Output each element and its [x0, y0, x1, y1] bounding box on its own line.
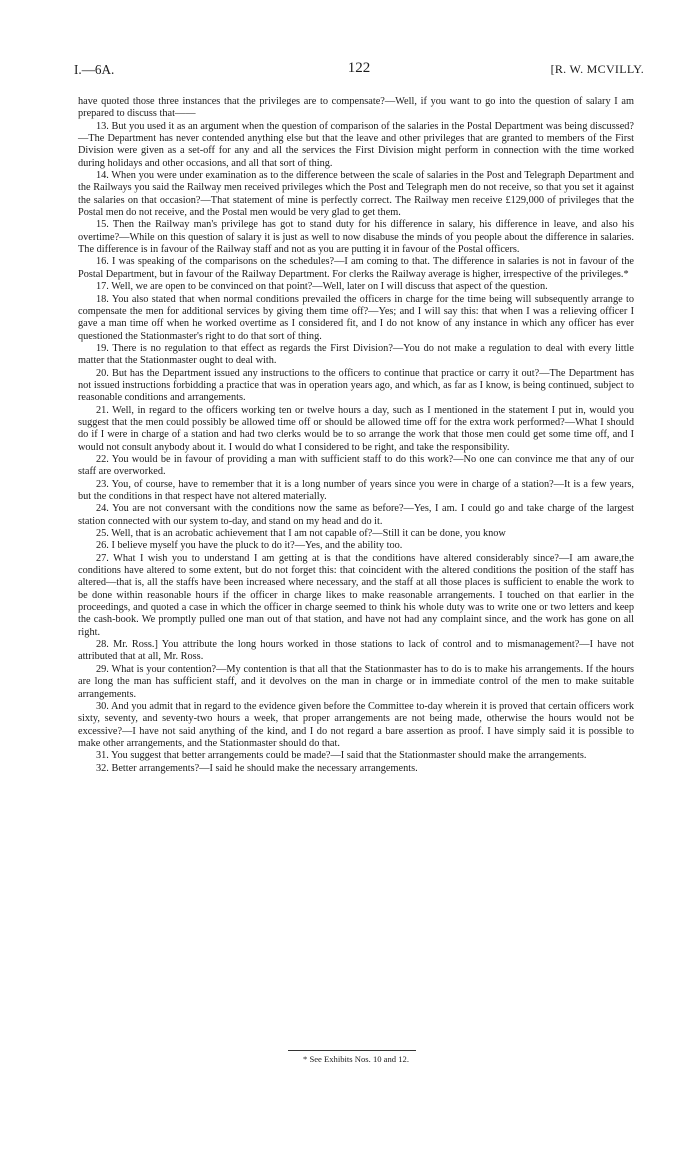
- question-21: 21. Well, in regard to the officers working ten or twelve hours a day, such as I mentioned in the statement I put in, would you suggest that the men could possibly be allowed time off or should be allowed time off for the extra work performed?—What I should do if I were in charge of a station and had two clerks would be to so arrange the work that those men could get some time off, and I would not consult anybody about it. I would do what I considered to be right, and take the responsibility.: [78, 404, 634, 453]
- question-22: 22. You would be in favour of providing a man with sufficient staff to do this work?—No one can convince me that any of our staff are overworked.: [78, 453, 634, 478]
- question-16: 16. I was speaking of the comparisons on the schedules?—I am coming to that. The difference in salaries is not in favour of the Postal Department, but in favour of the Railway Department. For clerks the Railway average is higher, irrespective of the privileges.*: [78, 256, 634, 280]
- footnote: * See Exhibits Nos. 10 and 12.: [303, 1054, 409, 1064]
- question-17: 17. Well, we are open to be convinced on that point?—Well, later on I will discuss that aspect of the question.: [96, 281, 548, 293]
- question-32: 32. Better arrangements?—I said he should make the necessary arrangements.: [96, 762, 418, 774]
- question-15: 15. Then the Railway man's privilege has got to stand duty for his difference in salary, his difference in leave, and also his overtime?—While on this question of salary it is just as well to now disabuse the minds of you people about the difference in salaries. The difference is in favour of the Railway staff and not as you are putting it in favour of the Postal officers.: [78, 219, 634, 256]
- question-19: 19. There is no regulation to that effect as regards the First Division?—You do not make a regulation to deal with every little matter that the Stationmaster ought to deal with.: [78, 342, 634, 367]
- question-20: 20. But has the Department issued any instructions to the officers to continue that practice or carry it out?—The Department has not issued instructions forbidding a practice that was in operation years ago, and which, as far as I know, is being continued, subject to reasonable conditions and arrangements.: [78, 367, 634, 404]
- question-23: 23. You, of course, have to remember that it is a long number of years since you were in charge of a station?—It is a few years, but the conditions in that respect have not altered materially.: [78, 478, 634, 502]
- question-18: 18. You also stated that when normal conditions prevailed the officers in charge for the time being will subsequently arrange to compensate the men for additional services by giving them time off?—Yes; and I will say this: that when I was a relieving officer I gave a man time off when he worked overtime as I considered fit, and I do not know of any instance in which any officer has ever questioned the Stationmaster's right to do that sort of thing.: [78, 293, 634, 342]
- witness-name: [R. W. MCVILLY.: [550, 62, 644, 76]
- question-29: 29. What is your contention?—My contention is that all that the Stationmaster has to do is to make his arrangements. If the hours are long the man has sufficient staff, and it devolves on the man in charge or in immediate control of the men to make suitable arrangements.: [78, 663, 634, 700]
- question-30: 30. And you admit that in regard to the evidence given before the Committee to-day wherein it is proved that certain officers work sixty, seventy, and seventy-two hours a week, that proper arrangements are not being made, otherwise the hours would not be excessive?—I have not said anything of the kind, and I do not regard a bare assertion as proof. I have simply said it is possible to make other arrangements, and the Stationmaster should do that.: [78, 700, 634, 749]
- page-header: [74, 62, 644, 82]
- question-13: 13. But you used it as an argument when the question of comparison of the salaries in the Postal Department was being discussed?—The Department has never contended anything else but that the leave and other privileges that are granted to members of the First Division were given as a set-off for any and all the services the First Division might perform in connection with the time worked during holidays and other occasions, and all that sort of thing.: [78, 120, 634, 169]
- question-25: 25. Well, that is an acrobatic achievement that I am not capable of?—Still it can be done, you know: [96, 528, 506, 540]
- question-27: 27. What I wish you to understand I am getting at is that the conditions have altered considerably since?—I am aware,the conditions have altered to some extent, but do not forget this: that coincident with the altered conditions the position of the staff has altered—that is, all the staffs have been increased where necessary, and the staff at all those places is sufficient to enable the work to be done within reasonable hours if the officer in charge likes to make reasonable arrangements. I touched on that earlier in the proceedings, and quoted a case in which the officer in charge seemed to think his whole duty was to write one or two letters and keep the cash-book. We promptly pulled one man out of that station, and have not had any complaint since, and the work has gone on all right.: [78, 552, 634, 638]
- question-24: 24. You are not conversant with the conditions now the same as before?—Yes, I am. I could go and take charge of the largest station connected with our system to-day, and stand on my head and do it.: [78, 503, 634, 527]
- question-26: 26. I believe myself you have the pluck to do it?—Yes, and the ability too.: [96, 540, 403, 552]
- question-14: 14. When you were under examination as to the difference between the scale of salaries in the Post and Telegraph Department and the Railways you said the Railway men received privileges which the Post and Telegraph men do not receive, so that you set it against the salaries on that occasion?—That statement of mine is perfectly correct. The Railway men receive £129,000 of privileges that the Postal men do not receive, and the Postal men would be very glad to get them.: [78, 170, 634, 219]
- question-31: 31. You suggest that better arrangements could be made?—I said that the Stationmaster should make the arrangements.: [96, 750, 587, 762]
- testimony-body: [78, 96, 634, 775]
- paragraph-continuation: have quoted those three instances that the privileges are to compensate?—Well, if you want to go into the question of salary I am prepared to discuss that——: [78, 96, 634, 120]
- page-number: 122: [347, 60, 371, 76]
- document-reference: I.—6A.: [74, 62, 115, 77]
- footnote-divider: [288, 1050, 416, 1051]
- question-28: 28. Mr. Ross.] You attribute the long hours worked in those stations to lack of control and to mismanagement?—I have not attributed that at all, Mr. Ross.: [78, 639, 634, 663]
